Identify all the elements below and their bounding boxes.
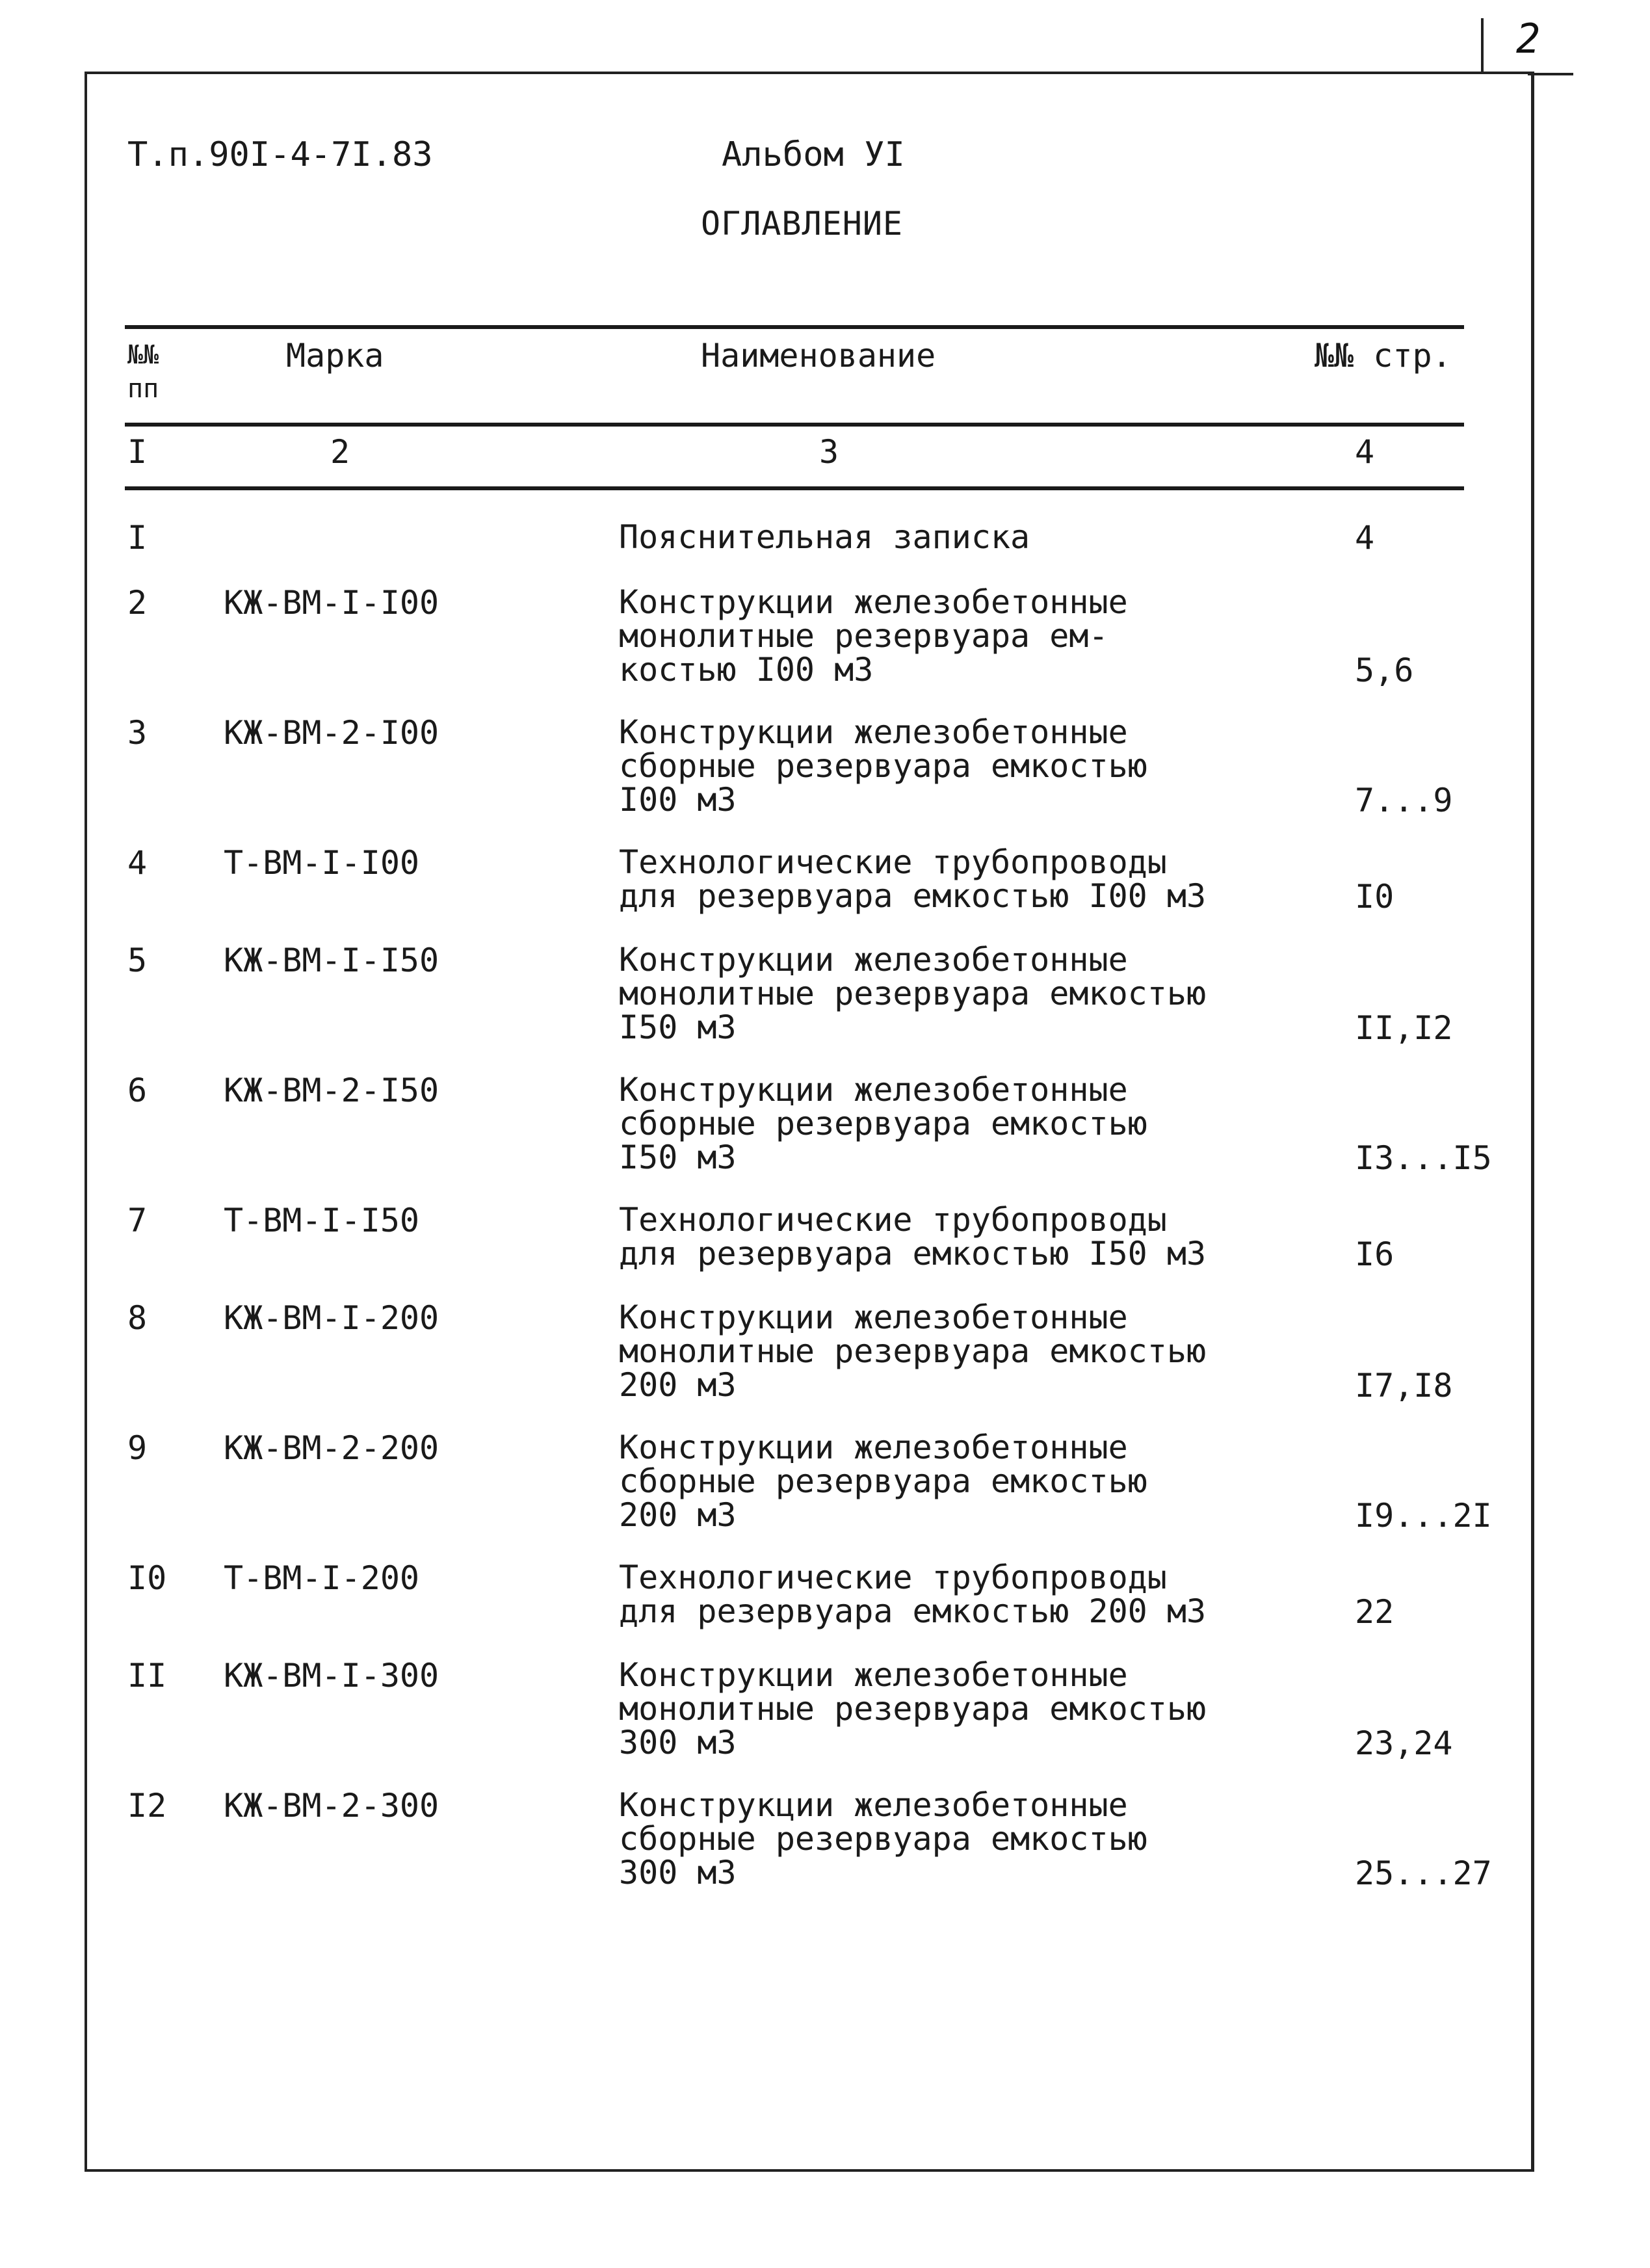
row-number: I <box>127 519 148 557</box>
row-pages: 22 <box>1355 1593 1395 1631</box>
header-num <box>127 338 159 406</box>
row-name-line: сборные резервуара емкостью <box>619 1462 1147 1500</box>
column-numbers-rule <box>125 486 1464 490</box>
row-number: 2 <box>127 584 148 622</box>
row-number: 4 <box>127 844 148 882</box>
row-number: 5 <box>127 942 148 979</box>
row-name-line: монолитные резервуара емкостью <box>619 975 1207 1012</box>
row-name <box>619 1561 1206 1628</box>
row-name-line: Технологические трубопроводы <box>619 1201 1167 1239</box>
row-name-line: для резервуара емкостью I50 м3 <box>619 1235 1207 1272</box>
row-name-line: 300 м3 <box>619 1854 737 1892</box>
row-name-line: сборные резервуара емкостью <box>619 747 1147 785</box>
row-mark: Т-ВМ-I-200 <box>224 1559 420 1597</box>
row-name <box>619 1300 1206 1402</box>
row-number: 9 <box>127 1429 148 1467</box>
row-mark: Т-ВМ-I-I50 <box>224 1202 420 1239</box>
row-pages: 7...9 <box>1355 782 1453 819</box>
header-mark: Марка <box>286 337 384 375</box>
row-name-line: монолитные резервуара ем- <box>619 617 1108 655</box>
row-name-line: 200 м3 <box>619 1366 737 1404</box>
row-name-line: для резервуара емкостью 200 м3 <box>619 1592 1207 1630</box>
row-number: 6 <box>127 1072 148 1109</box>
row-mark: КЖ-ВМ-I-I50 <box>224 942 439 979</box>
row-name <box>619 1658 1206 1760</box>
row-pages: I7,I8 <box>1355 1367 1453 1404</box>
row-name <box>619 520 1030 554</box>
row-name-line: 300 м3 <box>619 1724 737 1761</box>
row-name-line: Пояснительная записка <box>619 518 1030 556</box>
row-pages: 4 <box>1355 519 1375 557</box>
column-number: 3 <box>819 433 839 471</box>
row-mark: КЖ-ВМ-2-I50 <box>224 1072 439 1109</box>
row-name-line: Конструкции железобетонные <box>619 1299 1128 1336</box>
header-page: №№ стр. <box>1315 337 1452 375</box>
row-name-line: I50 м3 <box>619 1009 737 1046</box>
row-name-line: Конструкции железобетонные <box>619 941 1128 979</box>
corner-tick-vertical <box>1481 18 1484 72</box>
row-pages: 5,6 <box>1355 652 1414 689</box>
row-name-line: для резервуара емкостью I00 м3 <box>619 877 1207 915</box>
album-label: Альбом УI <box>722 135 905 174</box>
row-number: 3 <box>127 714 148 752</box>
row-name-line: 200 м3 <box>619 1496 737 1534</box>
row-name-line: Конструкции железобетонные <box>619 583 1128 621</box>
row-mark: КЖ-ВМ-2-300 <box>224 1787 439 1825</box>
row-mark: КЖ-ВМ-2-200 <box>224 1429 439 1467</box>
row-mark: КЖ-ВМ-I-200 <box>224 1299 439 1337</box>
page-title: ОГЛАВЛЕНИЕ <box>701 205 904 243</box>
row-pages: I9...2I <box>1355 1497 1492 1535</box>
row-pages: I0 <box>1355 878 1395 916</box>
row-name-line: Конструкции железобетонные <box>619 713 1128 751</box>
row-name-line: I50 м3 <box>619 1139 737 1176</box>
row-name <box>619 845 1206 913</box>
row-name-line: Конструкции железобетонные <box>619 1656 1128 1694</box>
table-top-rule <box>125 325 1464 329</box>
row-name-line: Технологические трубопроводы <box>619 1559 1167 1596</box>
row-mark: КЖ-ВМ-2-I00 <box>224 714 439 752</box>
row-mark: КЖ-ВМ-I-300 <box>224 1657 439 1694</box>
row-name-line: костью I00 м3 <box>619 651 874 689</box>
row-name <box>619 1073 1147 1174</box>
row-name-line: Конструкции железобетонные <box>619 1429 1128 1466</box>
row-number: I0 <box>127 1559 167 1597</box>
row-mark: Т-ВМ-I-I00 <box>224 844 420 882</box>
row-number: 7 <box>127 1202 148 1239</box>
row-name <box>619 715 1147 817</box>
header-num-line1: №№ <box>127 340 159 370</box>
row-pages: 23,24 <box>1355 1724 1453 1762</box>
row-name <box>619 585 1128 687</box>
row-name-line: Конструкции железобетонные <box>619 1786 1128 1824</box>
page-number: 2 <box>1516 15 1541 62</box>
row-name-line: сборные резервуара емкостью <box>619 1820 1147 1858</box>
header-rule <box>125 423 1464 427</box>
row-pages: II,I2 <box>1355 1009 1453 1047</box>
row-name <box>619 943 1206 1044</box>
row-name-line: монолитные резервуара емкостью <box>619 1332 1207 1370</box>
row-number: 8 <box>127 1299 148 1337</box>
column-number: 2 <box>330 433 350 471</box>
row-name <box>619 1788 1147 1890</box>
corner-tick-horizontal <box>1528 73 1573 75</box>
row-pages: I6 <box>1355 1235 1395 1273</box>
row-mark: КЖ-ВМ-I-I00 <box>224 584 439 622</box>
row-number: II <box>127 1657 167 1694</box>
row-pages: 25...27 <box>1355 1854 1492 1892</box>
row-name-line: Конструкции железобетонные <box>619 1071 1128 1109</box>
row-name <box>619 1203 1206 1271</box>
column-number: 4 <box>1355 433 1375 471</box>
column-number: I <box>127 433 148 471</box>
row-pages: I3...I5 <box>1355 1139 1492 1177</box>
row-name-line: монолитные резервуара емкостью <box>619 1690 1207 1728</box>
header-num-line2: пп <box>127 374 159 404</box>
row-name-line: сборные резервуара емкостью <box>619 1105 1147 1142</box>
row-name <box>619 1431 1147 1532</box>
header-name: Наименование <box>701 337 936 375</box>
row-number: I2 <box>127 1787 167 1825</box>
row-name-line: I00 м3 <box>619 781 737 819</box>
row-name-line: Технологические трубопроводы <box>619 843 1167 881</box>
document-code: Т.п.90I-4-7I.83 <box>127 135 433 174</box>
